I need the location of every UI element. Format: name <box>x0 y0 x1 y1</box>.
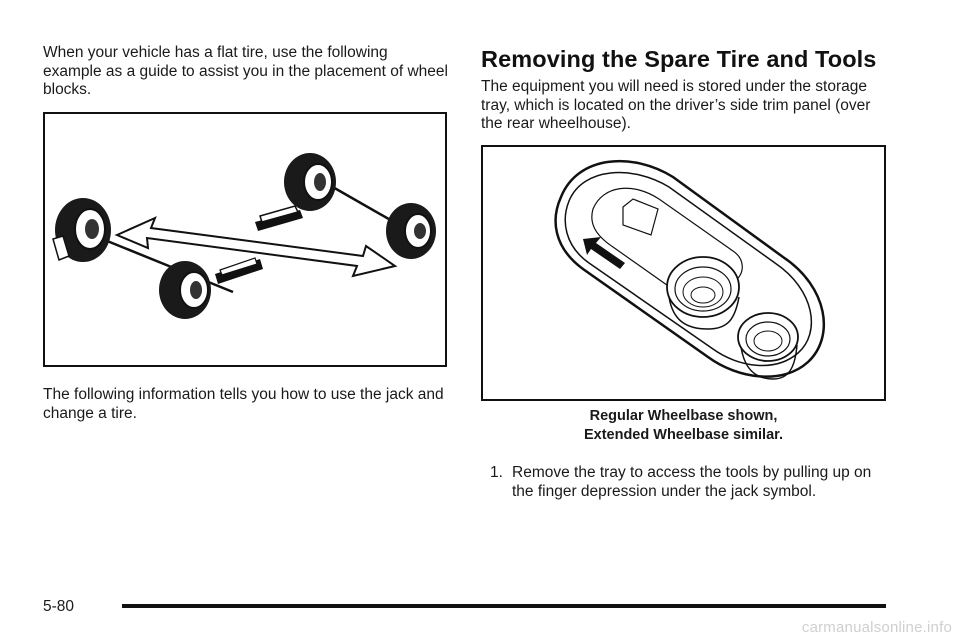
caption-line-1: Regular Wheelbase shown, <box>589 408 778 424</box>
right-intro-block <box>481 78 891 134</box>
tire-front-right-icon <box>159 261 211 319</box>
storage-tray-illustration <box>483 147 884 399</box>
left-intro-block <box>43 44 448 100</box>
equipment-location-text: The equipment you will need is stored under the storage tray, which is located on the driver’s side trim panel (over the rear wheelhouse). <box>481 78 871 132</box>
tire-rear-left-icon <box>284 153 336 211</box>
section-heading: Removing the Spare Tire and Tools <box>481 46 877 72</box>
storage-tray-figure <box>481 145 886 401</box>
wheel-blocks-intro-text: When your vehicle has a flat tire, use the following example as a guide to assist you in the placement of wheel blocks. <box>43 44 448 98</box>
tire-rear-right-icon <box>386 203 436 259</box>
page-number: 5-80 <box>43 598 75 615</box>
step-item <box>490 464 890 501</box>
footer-rule <box>122 604 886 608</box>
wheel-block-front-icon <box>215 258 263 284</box>
jack-info-text: The following information tells you how to use the jack and change a tire. <box>43 386 444 422</box>
caption-line-2: Extended Wheelbase similar. <box>583 426 784 443</box>
wheel-block-rear-icon <box>255 206 303 231</box>
left-outro-block <box>43 386 448 423</box>
step-number: 1. <box>490 464 503 481</box>
wheel-block-diagram <box>45 114 445 365</box>
tire-front-left-icon <box>53 198 111 262</box>
watermark-text: carmanualsonline.info <box>801 619 952 636</box>
step-text: Remove the tray to access the tools by pulling up on the finger depression under the jack symbol. <box>512 464 872 500</box>
section-heading-block <box>481 44 886 74</box>
wheel-block-placement-figure <box>43 112 447 367</box>
figure-caption <box>481 407 886 444</box>
